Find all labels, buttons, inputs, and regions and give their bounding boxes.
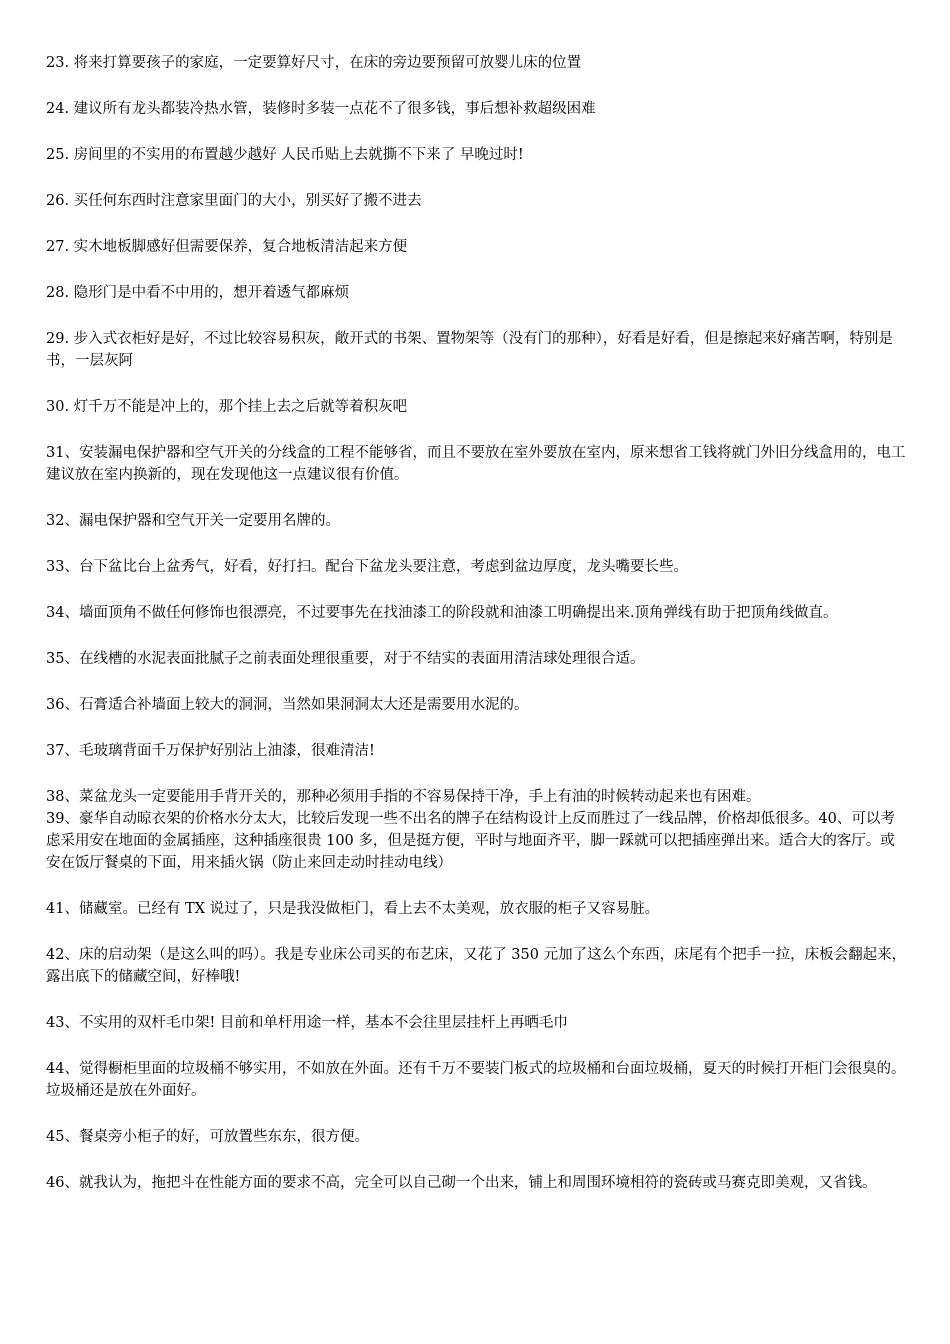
list-item-31: 31、安装漏电保护器和空气开关的分线盒的工程不能够省，而且不要放在室外要放在室内，原来想省工钱将就门外旧分线盒用的，电工建议放在室内换新的，现在发现他这一点建议很有价值。	[46, 445, 906, 483]
list-item-45: 45、餐桌旁小柜子的好，可放置些东东，很方便。	[46, 1129, 369, 1145]
list-item-30: 30. 灯千万不能是冲上的，那个挂上去之后就等着积灰吧	[46, 399, 408, 415]
list-item-26: 26. 买任何东西时注意家里面门的大小，别买好了搬不进去	[46, 193, 422, 209]
document-body	[46, 52, 908, 1218]
list-item-39-40: 39、豪华自动晾衣架的价格水分太大，比较后发现一些不出名的牌子在结构设计上反而胜过了一线品牌，价格却低很多。40、可以考虑采用安在地面的金属插座，这种插座很贵 100 多，但是挺方便，平时与地面齐平，脚一踩就可以把插座弹出来。适合大的客厅。或安在饭厅餐桌的下面，用来插火锅（防止来回走动时挂动电线）	[46, 811, 895, 871]
list-item-44: 44、觉得橱柜里面的垃圾桶不够实用，不如放在外面。还有千万不要装门板式的垃圾桶和台面垃圾桶，夏天的时候打开柜门会很臭的。垃圾桶还是放在外面好。	[46, 1061, 906, 1099]
list-item-23: 23. 将来打算要孩子的家庭，一定要算好尺寸，在床的旁边要预留可放婴儿床的位置	[46, 55, 582, 71]
list-item-37: 37、毛玻璃背面千万保护好别沾上油漆，很难清洁!	[46, 743, 375, 759]
list-item-28: 28. 隐形门是中看不中用的，想开着透气都麻烦	[46, 285, 350, 301]
list-item-25: 25. 房间里的不实用的布置越少越好 人民币贴上去就撕不下来了 早晚过时!	[46, 147, 524, 163]
list-item-34: 34、墙面顶角不做任何修饰也很漂亮，不过要事先在找油漆工的阶段就和油漆工明确提出来.顶角弹线有助于把顶角线做直。	[46, 605, 838, 621]
list-item-38: 38、菜盆龙头一定要能用手背开关的，那种必须用手指的不容易保持干净，手上有油的时候转动起来也有困难。	[46, 789, 761, 805]
list-item-35: 35、在线槽的水泥表面批腻子之前表面处理很重要，对于不结实的表面用清洁球处理很合适。	[46, 651, 645, 667]
list-item-36: 36、石膏适合补墙面上较大的洞洞，当然如果洞洞太大还是需要用水泥的。	[46, 697, 529, 713]
list-item-32: 32、漏电保护器和空气开关一定要用名牌的。	[46, 513, 340, 529]
list-item-46: 46、就我认为，拖把斗在性能方面的要求不高，完全可以自己砌一个出来，铺上和周围环境相符的瓷砖或马赛克即美观，又省钱。	[46, 1175, 877, 1191]
list-item-42: 42、床的启动架（是这么叫的吗）。我是专业床公司买的布艺床，又花了 350 元加了这么个东西，床尾有个把手一拉，床板会翻起来，露出底下的储藏空间，好棒哦!	[46, 947, 907, 985]
list-item-43: 43、不实用的双杆毛巾架! 目前和单杆用途一样，基本不会往里层挂杆上再晒毛巾	[46, 1015, 568, 1031]
list-item-27: 27. 实木地板脚感好但需要保养，复合地板清洁起来方便	[46, 239, 408, 255]
list-item-29: 29. 步入式衣柜好是好，不过比较容易积灰，敞开式的书架、置物架等（没有门的那种），好看是好看，但是擦起来好痛苦啊，特别是书，一层灰阿	[46, 331, 893, 369]
list-item-41: 41、储藏室。已经有 TX 说过了，只是我没做柜门，看上去不太美观，放衣服的柜子又容易脏。	[46, 901, 660, 917]
list-item-33: 33、台下盆比台上盆秀气，好看，好打扫。配台下盆龙头要注意，考虑到盆边厚度，龙头嘴要长些。	[46, 559, 688, 575]
list-item-24: 24. 建议所有龙头都装冷热水管，装修时多装一点花不了很多钱，事后想补救超级困难	[46, 101, 596, 117]
